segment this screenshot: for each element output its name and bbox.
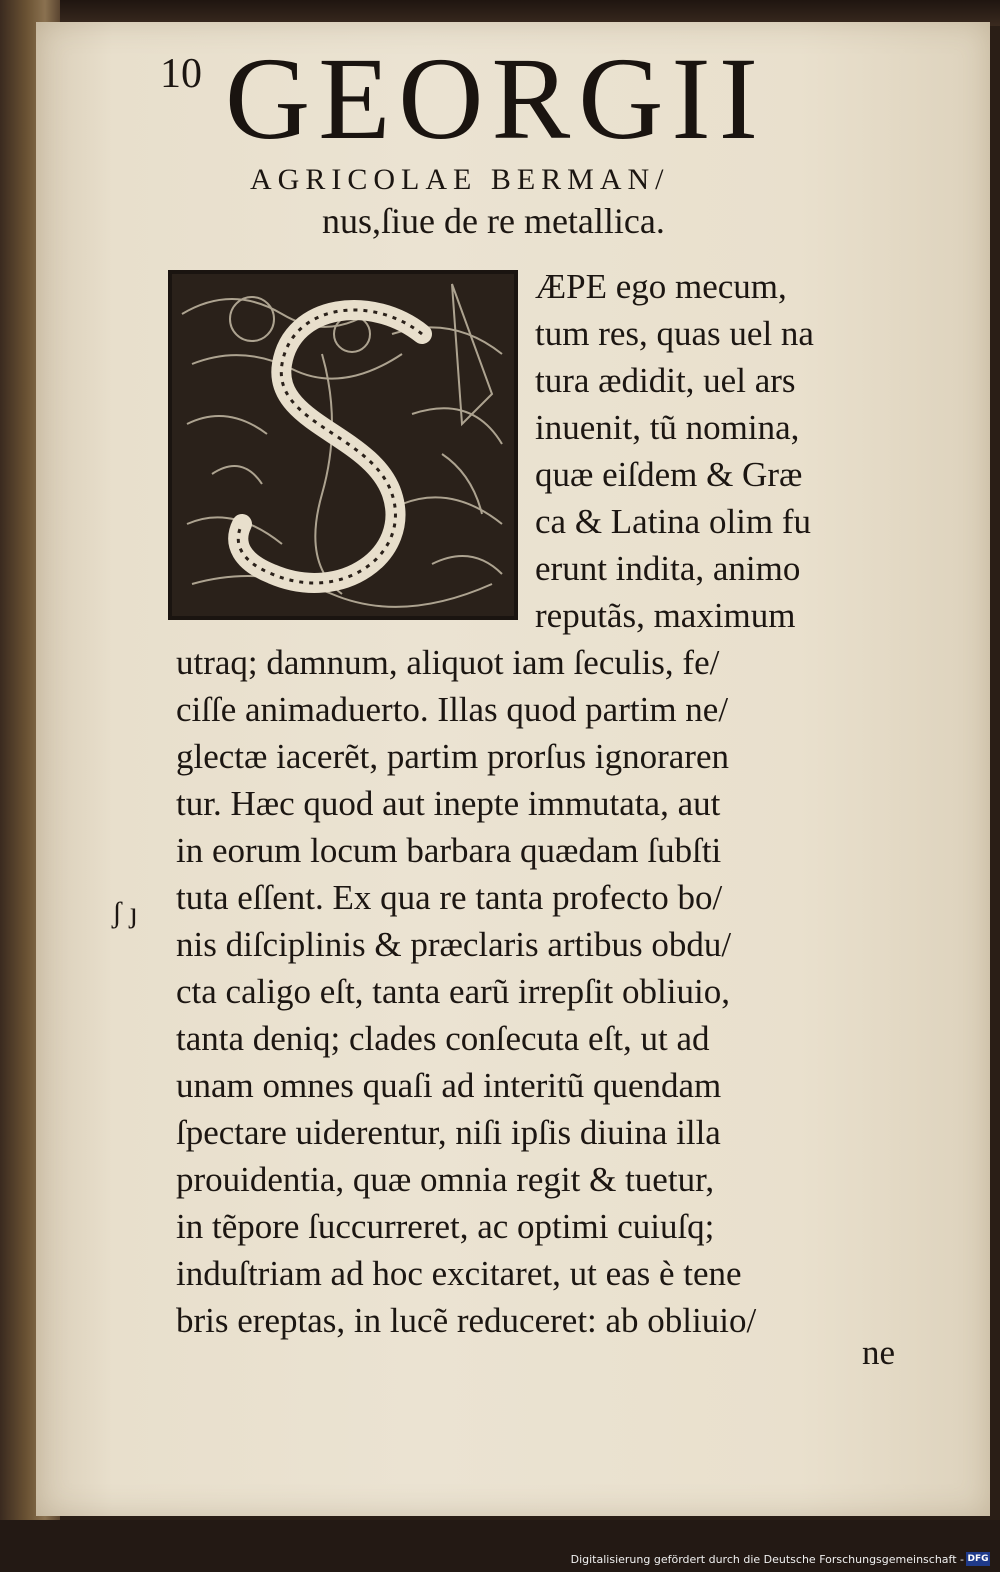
text-line: unam omnes quaſi ad interitũ quendam — [176, 1066, 722, 1105]
body-text-beside-initial — [535, 263, 814, 639]
text-line: tura ædidit, uel ars — [535, 361, 796, 400]
text-line: ciſſe animaduerto. Illas quod partim ne/ — [176, 690, 729, 729]
body-text-main — [176, 639, 756, 1344]
text-line: ca & Latina olim fu — [535, 502, 812, 541]
woodcut-illustration — [172, 274, 514, 616]
catchword: ne — [862, 1333, 896, 1372]
text-line: tanta deniq; clades conſecuta eſt, ut ad — [176, 1019, 710, 1058]
text-line: in eorum locum barbara quædam ſubſti — [176, 831, 722, 870]
text-line: prouidentia, quæ omnia regit & tuetur, — [176, 1160, 715, 1199]
page-number: 10 — [160, 51, 202, 97]
text-line: in tẽpore ſuccurreret, ac optimi cuiuſq; — [176, 1207, 715, 1246]
text-line: cta caligo eſt, tanta earũ irrepſit obliuio, — [176, 972, 730, 1011]
margin-mark: ʃ ȷ — [112, 896, 138, 929]
text-line: induſtriam ad hoc excitaret, ut eas è tene — [176, 1254, 742, 1293]
text-line: glectæ iacerẽt, partim prorſus ignoraren — [176, 737, 729, 776]
dfg-logo-icon: DFG — [967, 1554, 989, 1564]
text-line: ÆPE ego mecum, — [535, 267, 787, 306]
title-main: GEORGII — [225, 33, 767, 164]
text-line: tum res, quas uel na — [535, 314, 814, 353]
text-line: nis diſciplinis & præclaris artibus obdu/ — [176, 925, 732, 964]
text-line: ſpectare uiderentur, niſi ipſis diuina illa — [176, 1113, 721, 1152]
text-line: tuta eſſent. Ex qua re tanta profecto bo/ — [176, 878, 723, 917]
decorated-initial-woodcut — [168, 270, 518, 620]
text-line: tur. Hæc quod aut inepte immutata, aut — [176, 784, 721, 823]
title-subtitle-line2: nus,ſiue de re metallica. — [322, 201, 665, 241]
text-line: reputãs, maximum — [535, 596, 796, 635]
text-line: inuenit, tũ nomina, — [535, 408, 800, 447]
text-line: bris ereptas, in lucẽ reduceret: ab obliuio/ — [176, 1301, 757, 1340]
funding-credit: Digitalisierung gefördert durch die Deutsche Forschungsgemeinschaft - — [570, 1553, 964, 1566]
text-line: quæ eiſdem & Græ — [535, 455, 803, 494]
text-line: erunt indita, animo — [535, 549, 801, 588]
title-subtitle-line1: AGRICOLAE BERMAN/ — [250, 163, 670, 196]
text-line: utraq; damnum, aliquot iam ſeculis, fe/ — [176, 643, 720, 682]
